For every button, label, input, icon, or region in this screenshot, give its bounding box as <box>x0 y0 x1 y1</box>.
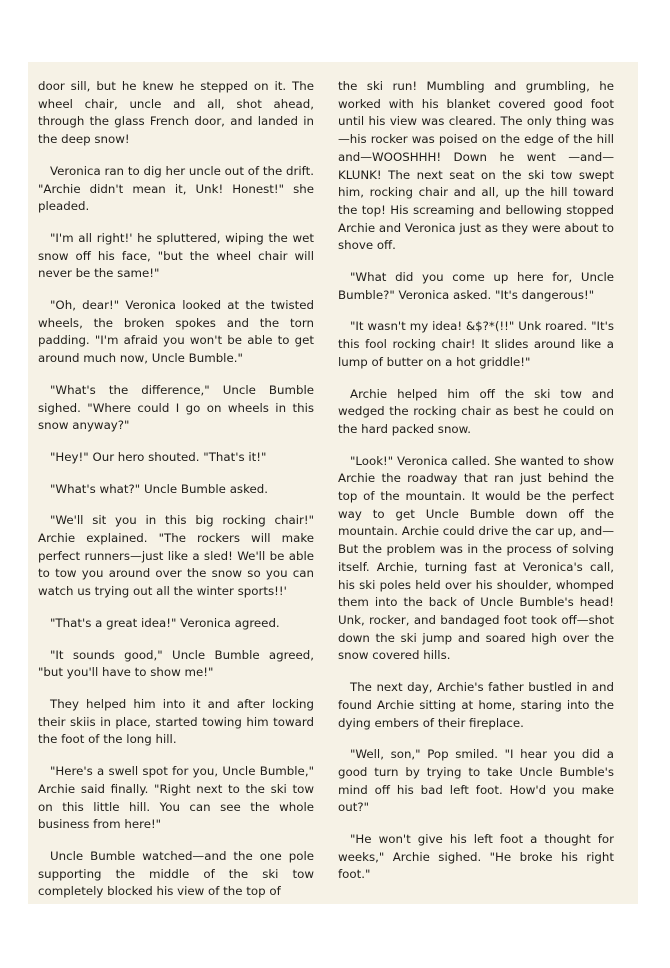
paragraph: "Here's a swell spot for you, Uncle Bumble," Archie said finally. "Right next to the ski tow on this little hill. You can see the whole business from here!" <box>38 764 314 832</box>
paragraph: Uncle Bumble watched—and the one pole supporting the middle of the ski tow completely blocked his view of the top of <box>38 848 314 899</box>
paragraph: "It sounds good," Uncle Bumble agreed, "but you'll have to show me!" <box>38 647 314 680</box>
paragraph: "What's what?" Uncle Bumble asked. <box>50 481 268 496</box>
paragraph: "Hey!" Our hero shouted. "That's it!" <box>50 449 267 464</box>
paragraph: "We'll sit you in this big rocking chair!" Archie explained. "The rockers will make perfect runners—just like a sled! We'll be able to tow you around over the snow so you can watch us trying out all the winter sports!!' <box>38 513 314 599</box>
left-text-column <box>38 78 314 915</box>
paragraph: "What did you come up here for, Uncle Bumble?" Veronica asked. "It's dangerous!" <box>338 270 614 302</box>
paragraph: Veronica ran to dig her uncle out of the drift. "Archie didn't mean it, Unk! Honest!" she pleaded. <box>38 163 314 214</box>
paragraph: "Oh, dear!" Veronica looked at the twisted wheels, the broken spokes and the torn padding. "I'm afraid you won't be able to get around much now, Uncle Bumble." <box>38 298 314 366</box>
paragraph: They helped him into it and after locking their skiis in place, started towing him toward the foot of the long hill. <box>38 696 314 747</box>
paragraph: Archie helped him off the ski tow and wedged the rocking chair as best he could on the hard packed snow. <box>338 386 614 436</box>
paragraph: "That's a great idea!" Veronica agreed. <box>50 615 280 630</box>
paragraph: "Look!" Veronica called. She wanted to show Archie the roadway that ran just behind the top of the mountain. It would be the perfect way to get Uncle Bumble down off the mountain. Archie could drive the car up, and— But the problem was in the process of solving itself. Archie, turning fast at Veronica's call, his ski poles held over his shoulder, whomped them into the back of Uncle Bumble's head! Unk, rocker, and bandaged foot took off—shot down the ski jump and soared high over the snow covered hills. <box>338 453 614 663</box>
paragraph: the ski run! Mumbling and grumbling, he worked with his blanket covered good foot until his view was cleared. The only thing was—his rocker was poised on the edge of the hill and—WOOSHHH! Down he went —and—KLUNK! The next seat on the ski tow swept him, rocking chair and all, up the hill toward the top! His screaming and bellowing stopped Archie and Veronica just as they were about to shove off. <box>338 79 614 253</box>
right-text-column <box>338 78 614 898</box>
paragraph: "I'm all right!' he spluttered, wiping the wet snow off his face, "but the wheel chair will never be the same!" <box>38 230 314 281</box>
paragraph: "It wasn't my idea! &$?*(!!" Unk roared. "It's this fool rocking chair! It slides around like a lump of butter on a hot griddle!" <box>338 319 614 369</box>
paragraph: "What's the difference," Uncle Bumble sighed. "Where could I go on wheels in this snow anyway?" <box>38 382 314 433</box>
paragraph: The next day, Archie's father bustled in and found Archie sitting at home, staring into the dying embers of their fireplace. <box>338 680 614 730</box>
paragraph: "He won't give his left foot a thought for weeks," Archie sighed. "He broke his right foot." <box>338 832 614 882</box>
paragraph: door sill, but he knew he stepped on it. The wheel chair, uncle and all, shot ahead, through the glass French door, and landed in the deep snow! <box>38 79 314 147</box>
paragraph: "Well, son," Pop smiled. "I hear you did a good turn by trying to take Uncle Bumble's mind off his bad left foot. How'd you make out?" <box>338 747 614 815</box>
